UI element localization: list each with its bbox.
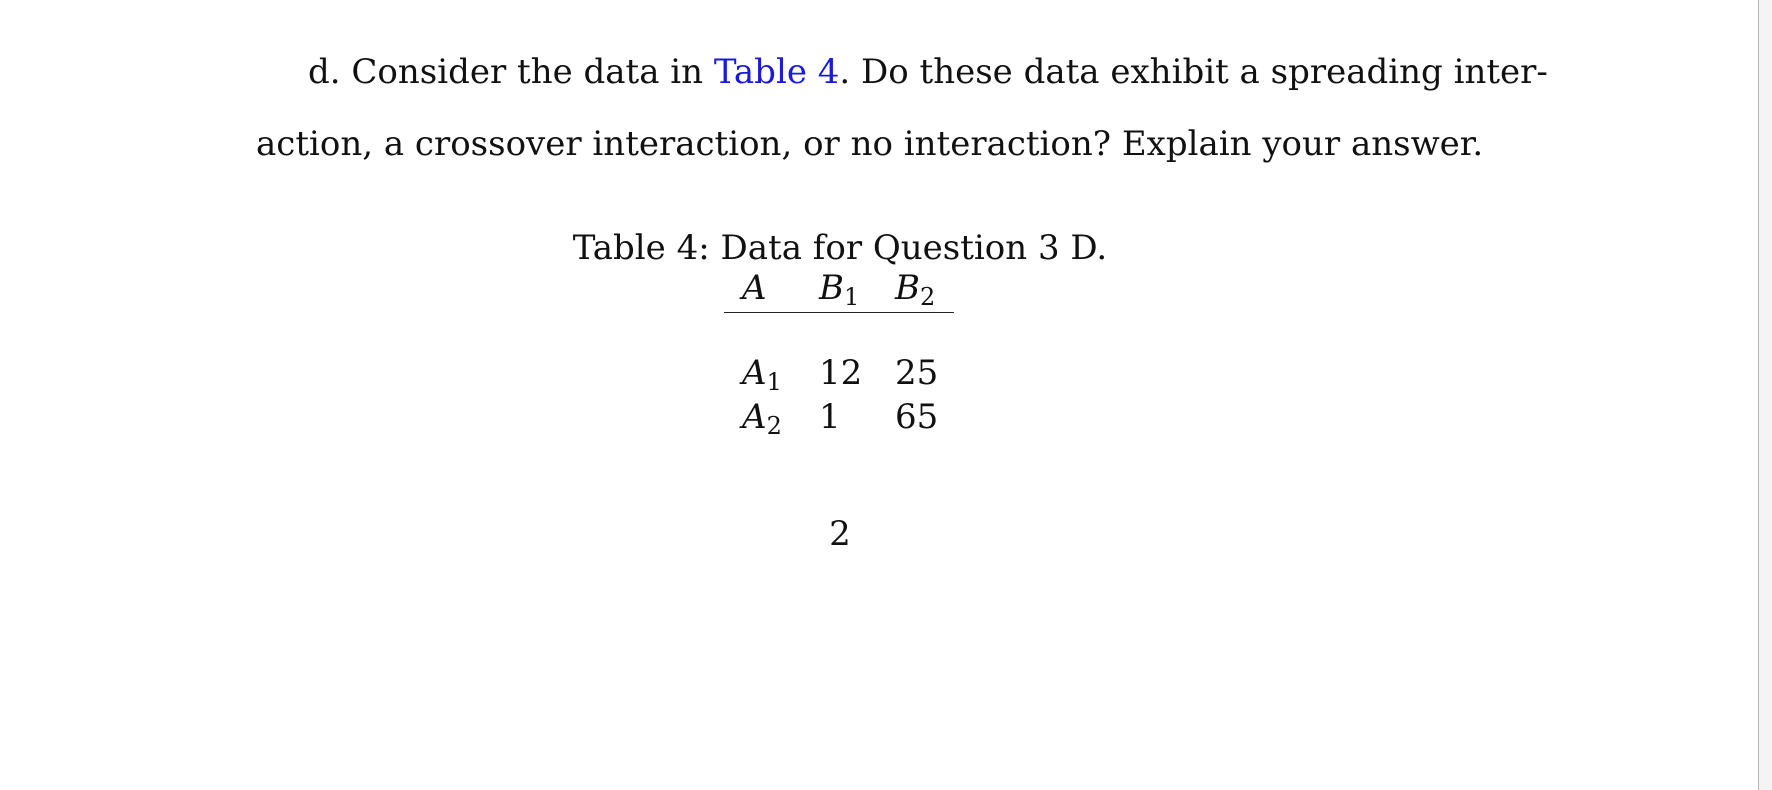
header-b1 <box>819 268 860 311</box>
question-text-prefix: d. Consider the data in <box>308 52 714 92</box>
row-label-base: A <box>742 353 767 393</box>
header-a <box>742 268 767 308</box>
page-number: 2 <box>829 514 851 554</box>
row-label-subscript: 1 <box>766 368 782 396</box>
table-4-link[interactable]: Table 4 <box>713 52 840 92</box>
cell-b1: 1 <box>819 397 841 437</box>
question-text-line-2: action, a crossover interaction, or no interaction? Explain your answer. <box>256 124 1484 164</box>
question-text-suffix: . Do these data exhibit a spreading inter- <box>839 52 1548 92</box>
viewer-edge <box>1758 0 1772 790</box>
row-label-subscript: 2 <box>766 412 782 440</box>
cell-b2: 25 <box>895 353 939 393</box>
cell-b2: 65 <box>895 397 939 437</box>
question-text-line-1 <box>308 52 1548 92</box>
data-table <box>724 268 954 441</box>
header-b2-base: B <box>895 268 920 308</box>
header-a-base: A <box>742 268 767 308</box>
row-label <box>742 397 782 440</box>
cell-b1: 12 <box>819 353 863 393</box>
row-label <box>742 353 782 396</box>
table-caption: Table 4: Data for Question 3 D. <box>572 228 1108 268</box>
header-b2 <box>895 268 936 311</box>
table-row <box>724 397 954 441</box>
row-label-base: A <box>742 397 767 437</box>
header-b2-subscript: 2 <box>920 283 936 311</box>
table-header-row <box>724 268 954 313</box>
header-b1-base: B <box>819 268 844 308</box>
table-row <box>724 353 954 397</box>
header-b1-subscript: 1 <box>844 283 860 311</box>
